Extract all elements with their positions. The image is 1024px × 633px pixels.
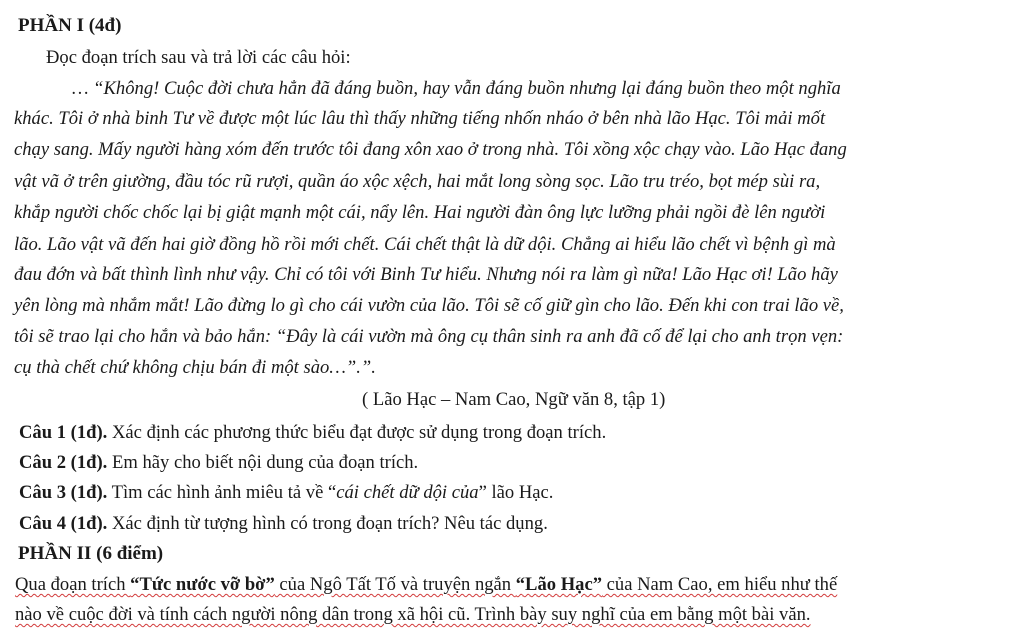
passage-line: khắp người chốc chốc lại bị giật mạnh một cái, nẩy lên. Hai người đàn ông lực lưỡng phải ngồi đè lên người <box>14 202 826 223</box>
part2-heading: PHẦN II (6 điểm) <box>18 543 164 564</box>
passage-line: … “Không! Cuộc đời chưa hẳn đã đáng buồn, hay vẫn đáng buồn nhưng lại đáng buồn theo một nghĩa <box>72 78 841 99</box>
source-citation: ( Lão Hạc – Nam Cao, Ngữ văn 8, tập 1) <box>362 389 666 410</box>
prompt-text: của Nam Cao, em hiểu như thế <box>602 574 838 595</box>
passage-line: tôi sẽ trao lại cho hắn và bảo hắn: “Đây là cái vườn mà ông cụ thân sinh ra anh đã cố để lại cho anh trọn vẹn: <box>14 326 844 347</box>
question-text: Tìm các hình ảnh miêu tả về “ <box>107 482 337 503</box>
question-2 <box>19 451 418 475</box>
passage-line: cụ thà chết chứ không chịu bán đi một sào…”.”. <box>14 357 376 378</box>
prompt-text: của Ngô Tất Tố và truyện ngắn <box>274 574 516 595</box>
passage-line: khác. Tôi ở nhà binh Tư về được một lúc lâu thì thấy những tiếng nhốn nháo ở bên nhà lão Hạc. Tôi mải mốt <box>14 108 826 129</box>
passage-line: chạy sang. Mấy người hàng xóm đến trước tôi đang xôn xao ở trong nhà. Tôi xồng xộc chạy vào. Lão Hạc đang <box>14 139 847 160</box>
prompt-title: “Tức nước vỡ bờ” <box>130 574 275 595</box>
question-label: Câu 2 (1đ). <box>19 452 108 473</box>
part2-prompt-line <box>15 573 837 597</box>
question-1 <box>19 421 606 445</box>
prompt-title: “Lão Hạc” <box>515 574 603 595</box>
question-text: Xác định các phương thức biểu đạt được sử dụng trong đoạn trích. <box>107 422 607 443</box>
question-text: ” lão Hạc. <box>478 482 554 503</box>
part1-heading: PHẦN I (4đ) <box>18 15 122 36</box>
question-label: Câu 4 (1đ). <box>19 513 108 534</box>
question-quote: cái chết dữ dội của <box>336 482 479 503</box>
passage-line: vật vã ở trên giường, đầu tóc rũ rượi, quần áo xộc xệch, hai mắt long sòng sọc. Lão tru tréo, bọt mép sùi ra, <box>14 171 821 192</box>
prompt-text: nào về cuộc đời và tính cách người nông dân trong xã hội cũ. Trình bày suy nghĩ của em bằng một bài văn. <box>15 604 811 625</box>
passage-line: lão. Lão vật vã đến hai giờ đồng hồ rồi mới chết. Cái chết thật là dữ dội. Chẳng ai hiểu lão chết vì bệnh gì mà <box>14 234 836 255</box>
question-text: Xác định từ tượng hình có trong đoạn trích? Nêu tác dụng. <box>107 513 548 534</box>
question-label: Câu 3 (1đ). <box>19 482 108 503</box>
question-3 <box>19 481 553 505</box>
question-text: Em hãy cho biết nội dung của đoạn trích. <box>107 452 419 473</box>
question-label: Câu 1 (1đ). <box>19 422 108 443</box>
question-4 <box>19 512 548 536</box>
prompt-text: Qua đoạn trích <box>15 574 131 595</box>
part1-instruction: Đọc đoạn trích sau và trả lời các câu hỏi: <box>46 47 351 68</box>
passage-line: yên lòng mà nhắm mắt! Lão đừng lo gì cho cái vườn của lão. Tôi sẽ cố giữ gìn cho lão. Đến khi con trai lão về, <box>14 295 844 316</box>
part2-prompt-line <box>15 603 811 627</box>
passage-line: đau đớn và bất thình lình như vậy. Chỉ có tôi với Binh Tư hiểu. Nhưng nói ra làm gì nữa! Lão Hạc ơi! Lão hãy <box>14 264 838 285</box>
